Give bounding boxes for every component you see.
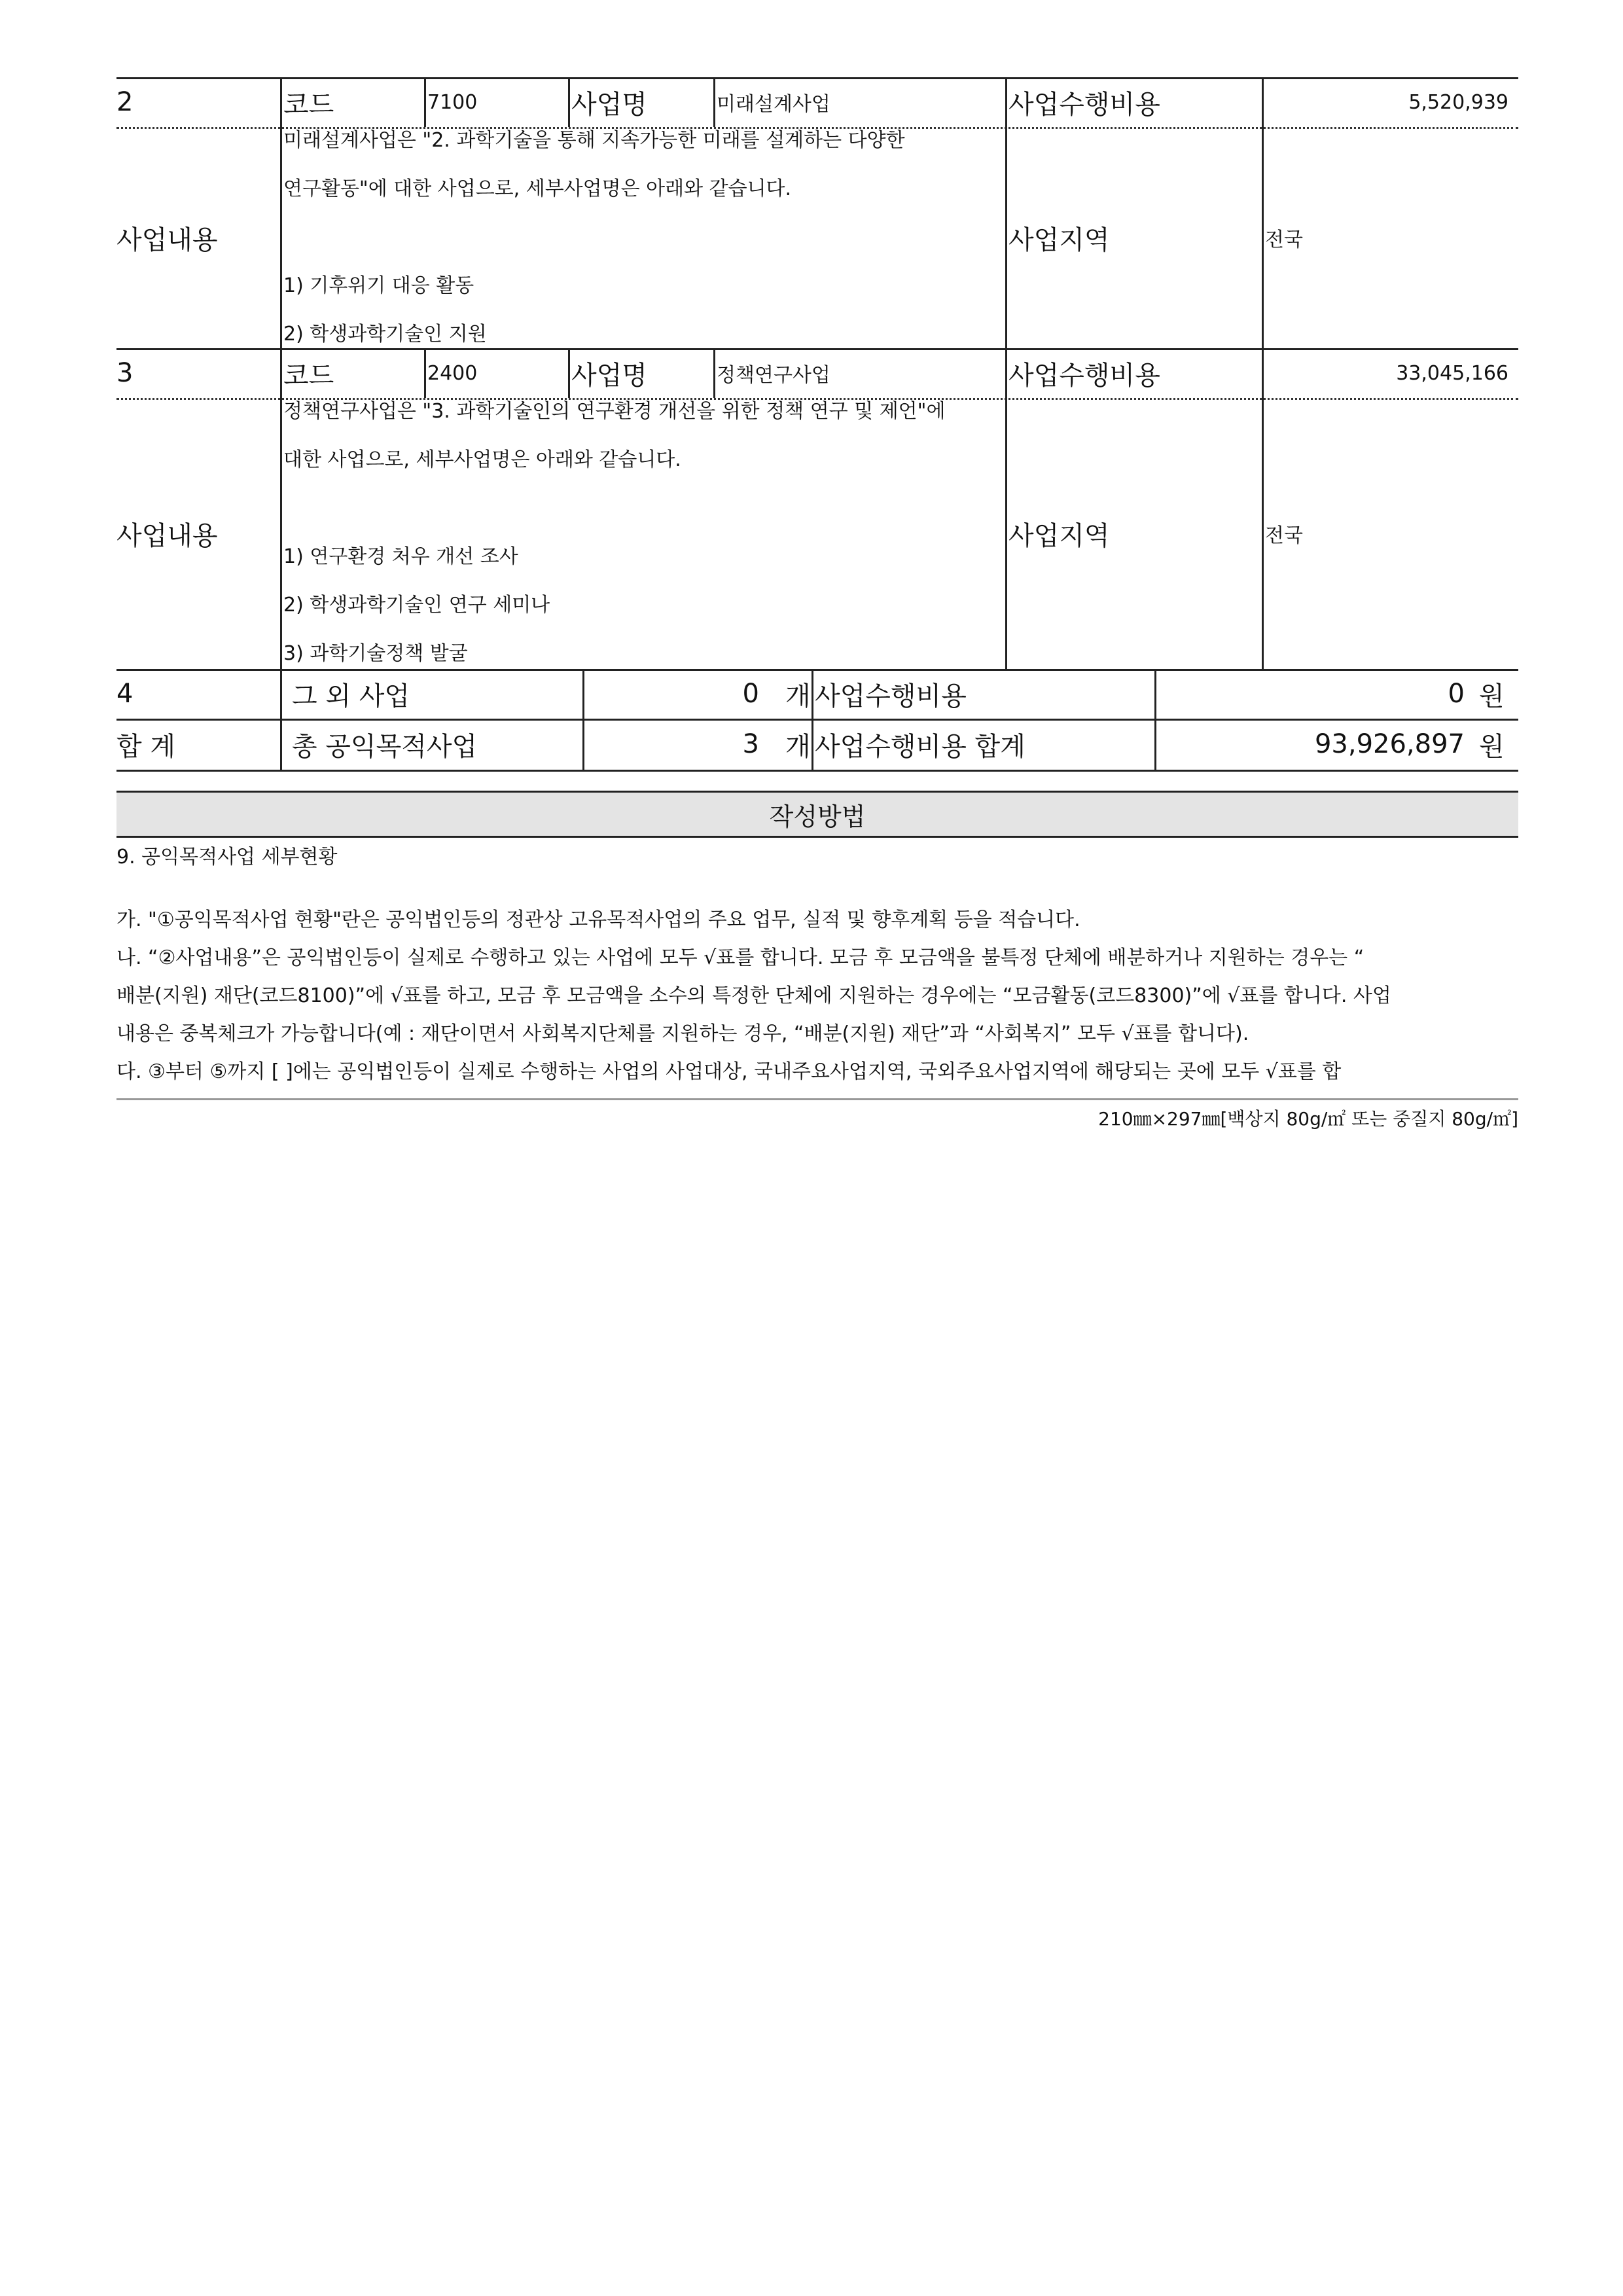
method-line: 배분(지원) 재단(코드8100)”에 √표를 하고, 모금 후 모금액을 소수의 특정한 단체에 지원하는 경우에는 “모금활동(코드8300)”에 √표를 합니다. 사업 bbox=[116, 984, 1391, 1007]
content-line: 연구활동"에 대한 사업으로, 세부사업명은 아래와 같습니다. bbox=[283, 177, 792, 200]
business-name: 정책연구사업 bbox=[717, 364, 830, 387]
total-cost-label: 사업수행비용 합계 bbox=[815, 731, 1026, 762]
other-count: 0 bbox=[742, 679, 759, 709]
method-section: 9. 공익목적사업 세부현황 bbox=[116, 846, 338, 869]
region-label: 사업지역 bbox=[1008, 520, 1110, 551]
content-line: 2) 학생과학기술인 지원 bbox=[283, 323, 487, 346]
row-number: 3 bbox=[116, 358, 134, 388]
method-line: 나. “②사업내용”은 공익법인등이 실제로 수행하고 있는 사업에 모두 √표를 합니다. 모금 후 모금액을 불특정 단체에 배분하거나 지원하는 경우는 “ bbox=[116, 946, 1364, 969]
business-name: 미래설계사업 bbox=[717, 93, 830, 116]
business-row bbox=[116, 77, 1518, 348]
total-count: 3 bbox=[742, 729, 759, 759]
code-value: 7100 bbox=[427, 90, 478, 114]
method-line: 가. "①공익목적사업 현황"란은 공익법인등의 정관상 고유목적사업의 주요 업무, 실적 및 향후계획 등을 적습니다. bbox=[116, 908, 1080, 931]
content-text bbox=[283, 387, 945, 678]
content-line bbox=[283, 484, 945, 533]
cost-unit: 원 bbox=[1479, 731, 1505, 762]
content-line: 1) 기후위기 대응 활동 bbox=[283, 274, 474, 297]
summary-table bbox=[116, 669, 1518, 771]
cost-label: 사업수행비용 bbox=[1008, 89, 1160, 120]
business-row bbox=[116, 348, 1518, 669]
code-label: 코드 bbox=[283, 360, 334, 391]
total-cost: 93,926,897 bbox=[1314, 729, 1465, 759]
content-line: 2) 학생과학기술인 연구 세미나 bbox=[283, 594, 550, 617]
cost-unit: 원 bbox=[1479, 681, 1505, 711]
content-line bbox=[283, 213, 905, 262]
content-line: 미래설계사업은 "2. 과학기술을 통해 지속가능한 미래를 설계하는 다양한 bbox=[283, 129, 905, 152]
total-business-label: 총 공익목적사업 bbox=[292, 731, 478, 762]
name-label: 사업명 bbox=[571, 360, 647, 391]
content-line: 3) 과학기술정책 발굴 bbox=[283, 642, 468, 665]
cost-value: 33,045,166 bbox=[1396, 361, 1508, 385]
method-title: 작성방법 bbox=[116, 791, 1518, 838]
region-value: 전국 bbox=[1265, 228, 1303, 251]
row-number: 4 bbox=[116, 679, 134, 709]
cost-label: 사업수행비용 bbox=[1008, 360, 1160, 391]
name-label: 사업명 bbox=[571, 89, 647, 120]
method-line: 다. ③부터 ⑤까지 [ ]에는 공익법인등이 실제로 수행하는 사업의 사업대상, 국내주요사업지역, 국외주요사업지역에 해당되는 곳에 모두 √표를 합 bbox=[116, 1060, 1342, 1083]
content-text bbox=[283, 117, 905, 359]
cost-value: 5,520,939 bbox=[1408, 90, 1508, 114]
region-value: 전국 bbox=[1265, 524, 1303, 547]
code-value: 2400 bbox=[427, 361, 478, 385]
content-label: 사업내용 bbox=[116, 224, 218, 255]
content-line: 정책연구사업은 "3. 과학기술인의 연구환경 개선을 위한 정책 연구 및 제언"에 bbox=[283, 400, 946, 423]
other-cost-label: 사업수행비용 bbox=[815, 681, 967, 711]
count-unit: 개 bbox=[785, 731, 811, 762]
code-label: 코드 bbox=[283, 89, 334, 120]
count-unit: 개 bbox=[785, 681, 811, 711]
method-line: 내용은 중복체크가 가능합니다(예 : 재단이면서 사회복지단체를 지원하는 경우, “배분(지원) 재단”과 “사회복지” 모두 √표를 합니다). bbox=[116, 1022, 1249, 1045]
content-line: 대한 사업으로, 세부사업명은 아래와 같습니다. bbox=[283, 448, 681, 471]
other-cost: 0 bbox=[1448, 679, 1465, 709]
paper-spec: 210㎜×297㎜[백상지 80g/㎡ 또는 중질지 80g/㎡] bbox=[1098, 1108, 1518, 1130]
footer-divider bbox=[116, 1098, 1518, 1100]
other-business-label: 그 외 사업 bbox=[292, 681, 410, 711]
total-label: 합 계 bbox=[116, 731, 175, 762]
content-label: 사업내용 bbox=[116, 520, 218, 551]
region-label: 사업지역 bbox=[1008, 224, 1110, 255]
content-line: 1) 연구환경 처우 개선 조사 bbox=[283, 545, 518, 568]
row-number: 2 bbox=[116, 87, 134, 117]
